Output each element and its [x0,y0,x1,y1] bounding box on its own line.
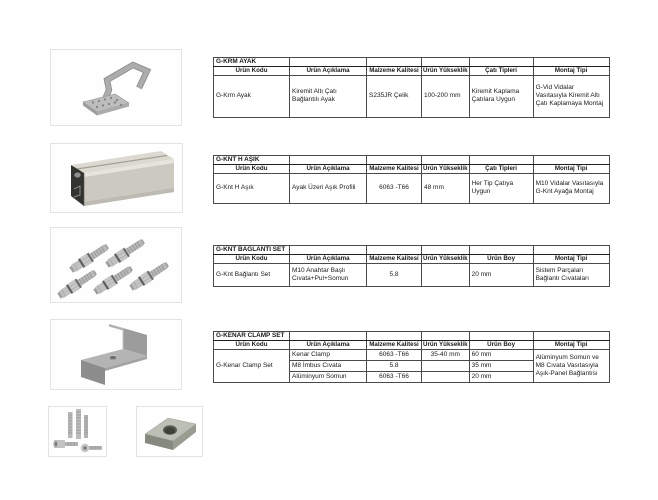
title-row-empty-cell [367,156,422,165]
spec-cell: 5.8 [367,263,422,286]
title-row-empty-cell [533,246,609,255]
column-header: Ürün Açıklama [290,255,367,264]
spec-cell: S235JR Çelik [367,75,422,117]
column-header: Ürün Kodu [214,341,290,350]
spec-cell: 6063 -T66 [367,173,422,203]
spec-cell: 20 mm [469,371,533,382]
column-header: Montaj Tipi [533,341,609,350]
table-title: G-KRM AYAK [214,58,290,67]
spec-cell: 48 mm [422,173,470,203]
column-header: Ürün Kodu [214,67,290,76]
title-row-empty-cell [367,58,422,67]
column-header: Montaj Tipi [533,67,609,76]
channel-slide-nut-image [136,406,203,457]
spec-cell: Sistem Parçaları Bağlantı Cıvataları [533,263,609,286]
column-header: Malzeme Kalitesi [367,165,422,174]
spec-cell: Alüminyum Somun ve M8 Cıvata Vasıtasıyla Aşık-Panel Bağlantısı [533,349,609,382]
title-row-empty-cell [367,332,422,341]
spec-cell: 6063 -T66 [367,349,422,360]
spec-cell: 35-40 mm [422,349,470,360]
title-row-empty-cell [422,156,470,165]
channel-slide-nut-icon [137,407,202,456]
column-header: Malzeme Kalitesi [367,255,422,264]
title-row-empty-cell [533,156,609,165]
title-row-empty-cell [290,332,367,341]
column-header: Ürün Yükseklik [423,341,468,348]
tile-roof-hook-icon [51,50,181,125]
title-row-empty-cell [290,58,367,67]
title-row-empty-cell [533,58,609,67]
column-header: Malzeme Kalitesi [367,67,422,76]
spec-cell [422,371,470,382]
spec-cell [422,263,470,286]
title-row-empty-cell [469,246,533,255]
title-row-empty-cell [422,332,470,341]
spec-cell: Alüminyum Somun [290,371,367,382]
table-title: G-KENAR CLAMP SET [214,332,290,341]
column-header: Ürün Kodu [214,165,290,174]
end-clamp-icon [51,320,181,389]
column-header: Çatı Tipleri [469,67,533,76]
h-rail-profile-image [50,143,183,213]
spec-cell: M8 İmbus Cıvata [290,360,367,371]
spec-cell: G-Kenar Clamp Set [214,349,290,382]
column-header: Çatı Tipleri [469,165,533,174]
spec-cell: 20 mm [469,263,533,286]
spec-cell: Kenar Clamp [290,349,367,360]
spec-cell: Her Tip Çatıya Uygun [469,173,533,203]
column-header: Ürün Yükseklik [423,67,468,74]
table-g-krm-ayak [213,57,610,118]
title-row-empty-cell [290,246,367,255]
bolt-set-image [50,227,182,303]
column-header: Ürün Kodu [214,255,290,264]
column-header: Ürün Açıklama [290,165,367,174]
spec-cell: 35 mm [469,360,533,371]
column-header: Ürün Boy [469,255,533,264]
h-rail-profile-icon [51,144,182,212]
imbus-socket-bolts-icon [49,407,106,456]
title-row-empty-cell [367,246,422,255]
column-header: Ürün Yükseklik [423,165,468,172]
spec-cell: 5.8 [367,360,422,371]
end-clamp-image [50,319,182,390]
column-header: Montaj Tipi [533,255,609,264]
column-header: Ürün Yükseklik [423,255,468,262]
spec-cell: 6063 -T66 [367,371,422,382]
spec-cell: G-Krm Ayak [214,75,290,117]
bolt-set-icon [51,228,181,302]
table-title: G-KNT H AŞIK [214,156,290,165]
title-row-empty-cell [422,58,470,67]
table-g-kenar-clamp-set [213,331,610,383]
title-row-empty-cell [469,332,533,341]
title-row-empty-cell [469,58,533,67]
spec-cell: M10 Anahtar Başlı Cıvata+Pul+Somun [290,263,367,286]
title-row-empty-cell [422,246,470,255]
spec-cell: G-Vid Vidalar Vasıtasıyla Kiremit Altı Çatı Kaplamaya Montaj [533,75,609,117]
column-header: Ürün Açıklama [290,341,367,350]
spec-cell: 60 mm [469,349,533,360]
title-row-empty-cell [533,332,609,341]
table-g-knt-h-asik [213,155,610,204]
spec-cell: G-Knt Bağlantı Set [214,263,290,286]
column-header: Ürün Açıklama [290,67,367,76]
title-row-empty-cell [290,156,367,165]
spec-cell: 100-200 mm [422,75,470,117]
title-row-empty-cell [469,156,533,165]
spec-cell: Kiremit Altı Çatı Bağlantılı Ayak [290,75,367,117]
imbus-socket-bolts-image [48,406,107,457]
column-header: Montaj Tipi [533,165,609,174]
spec-cell: Kiremit Kaplama Çatılara Uygun [469,75,533,117]
spec-cell: M10 Vidalar Vasıtasıyla G-Knt Ayağa Montaj [533,173,609,203]
spec-cell: Ayak Üzeri Aşık Profili [290,173,367,203]
table-g-knt-baglanti-set [213,245,610,287]
column-header: Ürün Boy [469,341,533,350]
tile-roof-hook-image [50,49,182,126]
spec-cell [422,360,470,371]
spec-cell: G-Knt H Aşık [214,173,290,203]
table-title: G-KNT BAĞLANTI SET [214,246,290,255]
column-header: Malzeme Kalitesi [367,341,422,350]
